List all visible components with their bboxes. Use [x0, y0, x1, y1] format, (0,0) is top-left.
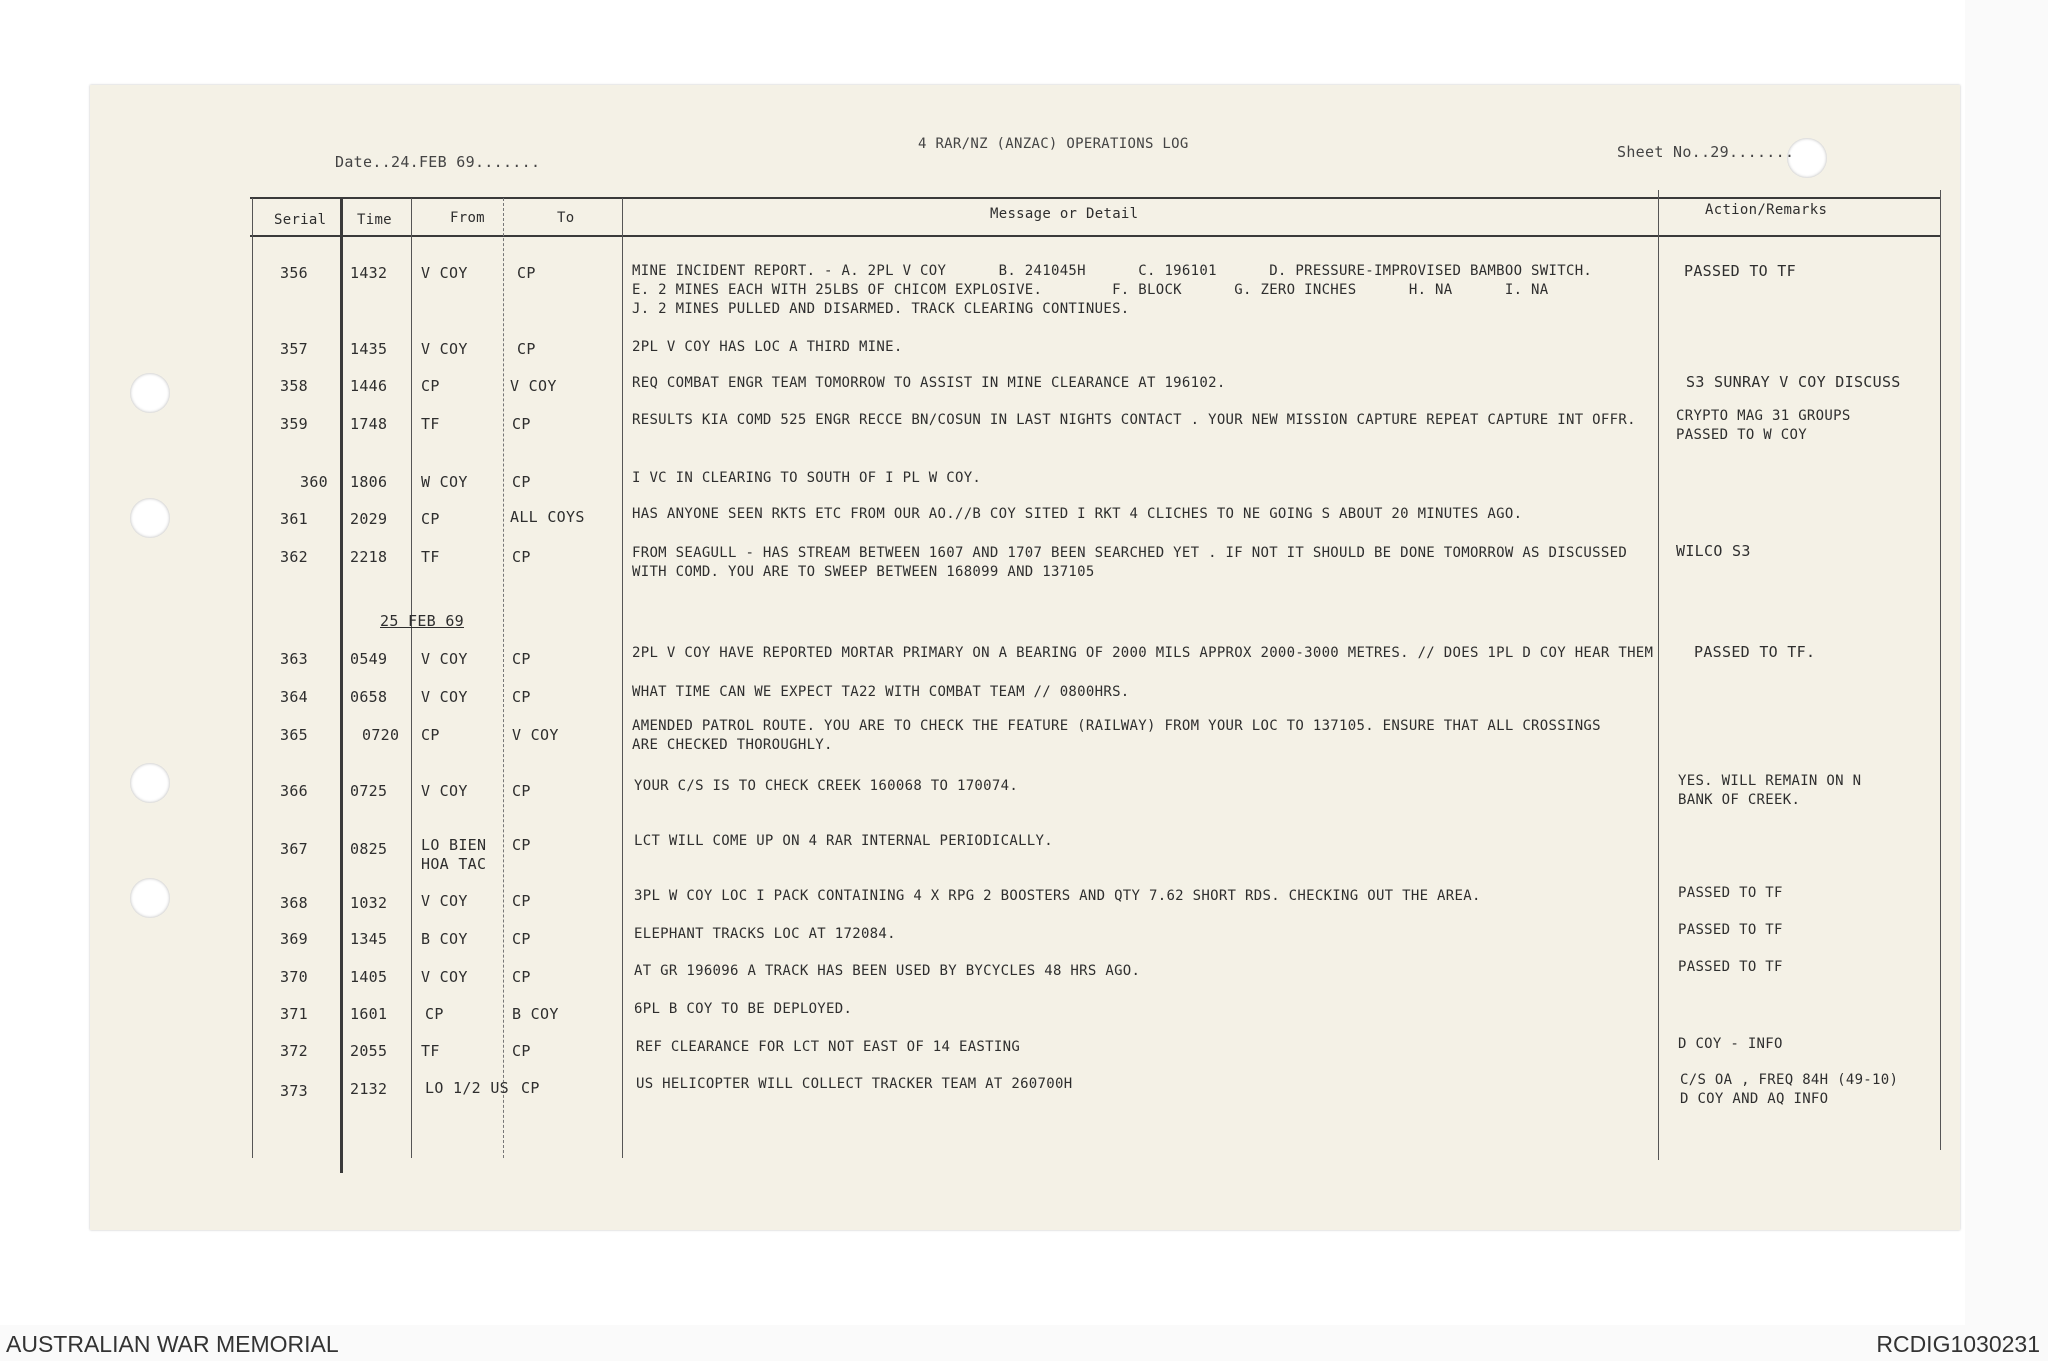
row-to: CP — [521, 1079, 540, 1097]
row-message: AT GR 196096 A TRACK HAS BEEN USED BY BYCYCLES 48 HRS AGO. — [634, 963, 1141, 979]
row-time: 1345 — [350, 930, 388, 948]
row-time: 1435 — [350, 340, 388, 358]
punch-hole — [130, 763, 170, 803]
sheet-number: Sheet No..29....... — [1617, 143, 1795, 161]
row-serial: 368 — [280, 894, 308, 912]
row-to: CP — [512, 548, 531, 566]
row-to: CP — [517, 340, 536, 358]
column-divider — [252, 198, 253, 1158]
row-message: REQ COMBAT ENGR TEAM TOMORROW TO ASSIST IN MINE CLEARANCE AT 196102. — [632, 375, 1226, 391]
row-action: C/S OA , FREQ 84H (49-10) D COY AND AQ INFO — [1680, 1072, 1899, 1107]
row-action: D COY - INFO — [1678, 1036, 1783, 1052]
row-serial: 364 — [280, 688, 308, 706]
row-from: V COY — [421, 968, 468, 986]
row-message: AMENDED PATROL ROUTE. YOU ARE TO CHECK THE FEATURE (RAILWAY) FROM YOUR LOC TO 137105. ENSURE THAT ALL CROSSINGS ARE CHECKED THOROUGHLY. — [632, 718, 1601, 753]
row-action: PASSED TO TF — [1678, 959, 1783, 975]
row-from: TF — [421, 415, 440, 433]
row-from: V COY — [421, 264, 468, 282]
row-from: CP — [425, 1005, 444, 1023]
row-serial: 359 — [280, 415, 308, 433]
row-to: CP — [512, 688, 531, 706]
row-serial: 371 — [280, 1005, 308, 1023]
row-from: V COY — [421, 782, 468, 800]
row-time: 2218 — [350, 548, 388, 566]
row-serial: 358 — [280, 377, 308, 395]
row-from: TF — [421, 1042, 440, 1060]
row-message: 2PL V COY HAVE REPORTED MORTAR PRIMARY ON A BEARING OF 2000 MILS APPROX 2000-3000 METRES. // DOES 1PL D COY HEAR THEM — [632, 645, 1654, 661]
row-to: ALL COYS — [510, 508, 585, 526]
column-divider — [340, 198, 343, 1173]
row-serial: 360 — [300, 473, 328, 491]
row-from: LO 1/2 US — [425, 1079, 509, 1097]
row-time: 1432 — [350, 264, 388, 282]
row-time: 0725 — [350, 782, 388, 800]
row-time: 1032 — [350, 894, 388, 912]
row-serial: 367 — [280, 840, 308, 858]
row-serial: 357 — [280, 340, 308, 358]
row-to: CP — [512, 836, 531, 854]
row-from: V COY — [421, 688, 468, 706]
row-message: 6PL B COY TO BE DEPLOYED. — [634, 1001, 853, 1017]
col-header-serial: Serial — [274, 212, 327, 228]
row-serial: 356 — [280, 264, 308, 282]
row-to: CP — [512, 473, 531, 491]
row-message: REF CLEARANCE FOR LCT NOT EAST OF 14 EASTING — [636, 1039, 1021, 1055]
date-divider: 25 FEB 69 — [380, 612, 464, 630]
row-message: FROM SEAGULL - HAS STREAM BETWEEN 1607 AND 1707 BEEN SEARCHED YET . IF NOT IT SHOULD BE DONE TOMORROW AS DISCUSSED WITH COMD. YOU ARE TO SWEEP BETWEEN 168099 AND 137105 — [632, 545, 1628, 580]
row-serial: 369 — [280, 930, 308, 948]
column-divider — [622, 198, 623, 1158]
row-to: B COY — [512, 1005, 559, 1023]
row-to: CP — [512, 930, 531, 948]
row-to: CP — [512, 650, 531, 668]
row-time: 1748 — [350, 415, 388, 433]
row-serial: 370 — [280, 968, 308, 986]
row-to: CP — [512, 892, 531, 910]
row-from: V COY — [421, 340, 468, 358]
row-serial: 366 — [280, 782, 308, 800]
row-to: V COY — [510, 377, 557, 395]
row-serial: 363 — [280, 650, 308, 668]
row-time: 2055 — [350, 1042, 388, 1060]
row-message: LCT WILL COME UP ON 4 RAR INTERNAL PERIODICALLY. — [634, 833, 1053, 849]
row-to: CP — [512, 968, 531, 986]
col-header-message: Message or Detail — [990, 206, 1139, 222]
column-divider — [1658, 190, 1659, 1160]
row-message: HAS ANYONE SEEN RKTS ETC FROM OUR AO.//B COY SITED I RKT 4 CLICHES TO NE GOING S ABOUT 20 MINUTES AGO. — [632, 506, 1523, 522]
row-to: V COY — [512, 726, 559, 744]
row-message: ELEPHANT TRACKS LOC AT 172084. — [634, 926, 896, 942]
row-action: YES. WILL REMAIN ON N BANK OF CREEK. — [1678, 773, 1862, 808]
row-time: 0720 — [362, 726, 400, 744]
row-from: V COY — [421, 892, 468, 910]
col-header-action: Action/Remarks — [1705, 202, 1828, 218]
row-time: 0658 — [350, 688, 388, 706]
row-action: PASSED TO TF — [1678, 885, 1783, 901]
column-divider — [503, 198, 504, 1158]
row-serial: 362 — [280, 548, 308, 566]
row-time: 1446 — [350, 377, 388, 395]
row-from: CP — [421, 510, 440, 528]
row-message: US HELICOPTER WILL COLLECT TRACKER TEAM AT 260700H — [636, 1076, 1073, 1092]
row-action: WILCO S3 — [1676, 542, 1751, 560]
log-date: Date..24.FEB 69....... — [335, 153, 541, 171]
row-from: B COY — [421, 930, 468, 948]
row-serial: 372 — [280, 1042, 308, 1060]
punch-hole — [130, 878, 170, 918]
row-from: CP — [421, 377, 440, 395]
row-to: CP — [512, 782, 531, 800]
row-message: YOUR C/S IS TO CHECK CREEK 160068 TO 170074. — [634, 778, 1019, 794]
row-time: 0549 — [350, 650, 388, 668]
row-serial: 365 — [280, 726, 308, 744]
punch-hole — [130, 373, 170, 413]
row-time: 2029 — [350, 510, 388, 528]
row-time: 1601 — [350, 1005, 388, 1023]
row-action: S3 SUNRAY V COY DISCUSS — [1686, 373, 1901, 391]
row-from: CP — [421, 726, 440, 744]
row-serial: 361 — [280, 510, 308, 528]
row-message: I VC IN CLEARING TO SOUTH OF I PL W COY. — [632, 470, 982, 486]
row-time: 1806 — [350, 473, 388, 491]
row-from: TF — [421, 548, 440, 566]
col-header-to: To — [557, 210, 575, 226]
row-message: WHAT TIME CAN WE EXPECT TA22 WITH COMBAT TEAM // 0800HRS. — [632, 684, 1130, 700]
column-divider — [411, 198, 412, 1158]
row-action: PASSED TO TF. — [1694, 643, 1816, 661]
log-title: 4 RAR/NZ (ANZAC) OPERATIONS LOG — [918, 136, 1189, 152]
row-serial: 373 — [280, 1082, 308, 1100]
row-message: MINE INCIDENT REPORT. - A. 2PL V COY B. 241045H C. 196101 D. PRESSURE-IMPROVISED BAMBOO SWITCH. E. 2 MINES EACH WITH 25LBS OF CHICOM EXPLOSIVE. F. BLOCK G. ZERO INCHES H. NA I. NA J. 2 MINES PULLED AND DISARMED. TRACK CLEARING CONTINUES. — [632, 263, 1593, 317]
footer-left: AUSTRALIAN WAR MEMORIAL — [6, 1331, 339, 1357]
col-header-time: Time — [357, 212, 392, 228]
row-from: LO BIEN HOA TAC — [421, 836, 487, 873]
row-action: CRYPTO MAG 31 GROUPS PASSED TO W COY — [1676, 408, 1851, 443]
footer-right: RCDIG1030231 — [1876, 1331, 2040, 1357]
col-header-from: From — [450, 210, 485, 226]
row-message: 3PL W COY LOC I PACK CONTAINING 4 X RPG 2 BOOSTERS AND QTY 7.62 SHORT RDS. CHECKING OUT THE AREA. — [634, 888, 1481, 904]
row-from: W COY — [421, 473, 468, 491]
column-divider — [1940, 190, 1941, 1150]
row-to: CP — [512, 415, 531, 433]
row-time: 1405 — [350, 968, 388, 986]
row-message: RESULTS KIA COMD 525 ENGR RECCE BN/COSUN IN LAST NIGHTS CONTACT . YOUR NEW MISSION CAPTURE REPEAT CAPTURE INT OFFR. — [632, 412, 1636, 428]
row-to: CP — [517, 264, 536, 282]
row-action: PASSED TO TF — [1684, 262, 1796, 280]
row-message: 2PL V COY HAS LOC A THIRD MINE. — [632, 339, 903, 355]
row-from: V COY — [421, 650, 468, 668]
row-time: 2132 — [350, 1080, 388, 1098]
row-action: PASSED TO TF — [1678, 922, 1783, 938]
row-time: 0825 — [350, 840, 388, 858]
row-to: CP — [512, 1042, 531, 1060]
punch-hole — [130, 498, 170, 538]
